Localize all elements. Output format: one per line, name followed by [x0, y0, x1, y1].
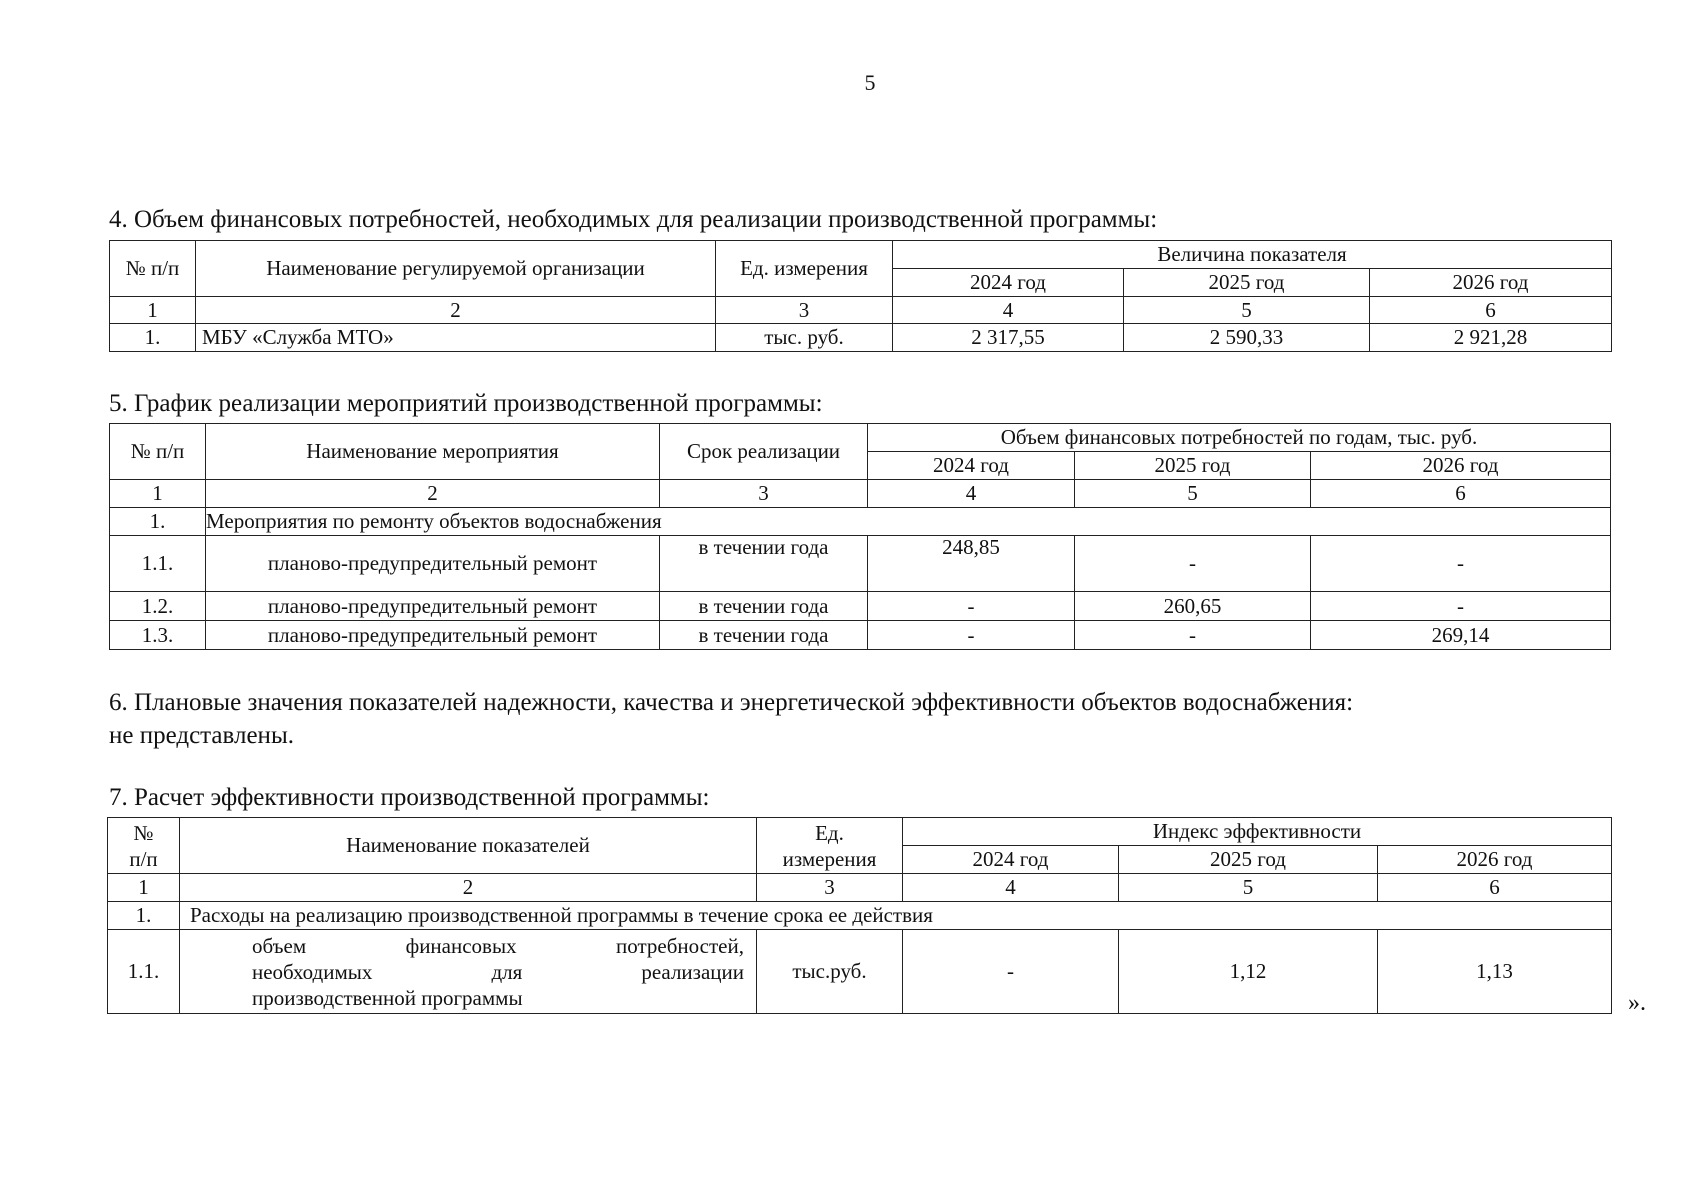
index-cell: 2	[196, 297, 716, 324]
header-num: № п/п	[110, 424, 206, 480]
group-name: Мероприятия по ремонту объектов водоснабжения	[206, 508, 1611, 536]
financial-needs-table	[109, 240, 1612, 352]
table-row	[110, 621, 1611, 650]
schedule-table	[109, 423, 1611, 650]
header-num: № п/п	[110, 241, 196, 297]
section-4-title: 4. Объем финансовых потребностей, необходимых для реализации производственной программы:	[109, 206, 1158, 233]
header-volume: Объем финансовых потребностей по годам, тыс. руб.	[868, 424, 1611, 452]
index-cell: 4	[903, 874, 1119, 902]
row-num: 1.	[110, 324, 196, 352]
group-num: 1.	[108, 902, 180, 930]
indicator-name-line-3: производственной программы	[252, 985, 523, 1010]
index-cell: 3	[757, 874, 903, 902]
row-2026: 1,13	[1378, 930, 1612, 1014]
row-2024: -	[868, 621, 1075, 650]
header-2025: 2025 год	[1124, 269, 1370, 297]
index-cell: 6	[1378, 874, 1612, 902]
group-name: Расходы на реализацию производственной программы в течение срока ее действия	[180, 902, 1612, 930]
index-cell: 4	[868, 480, 1075, 508]
index-cell: 6	[1370, 297, 1612, 324]
header-2025: 2025 год	[1119, 846, 1378, 874]
header-value: Величина показателя	[893, 241, 1612, 269]
row-2025: 1,12	[1119, 930, 1378, 1014]
row-2026: 269,14	[1311, 621, 1611, 650]
section-5-title: 5. График реализации мероприятий производственной программы:	[109, 390, 823, 417]
header-num-line-1: №	[133, 820, 154, 845]
row-event-name: планово-предупредительный ремонт	[206, 592, 660, 621]
row-organization: МБУ «Служба МТО»	[196, 324, 716, 352]
header-2026: 2026 год	[1378, 846, 1612, 874]
header-2025: 2025 год	[1075, 452, 1311, 480]
row-event-name: планово-предупредительный ремонт	[206, 536, 660, 592]
table-row	[108, 930, 1612, 1014]
row-indicator-name	[180, 930, 757, 1014]
index-cell: 1	[110, 297, 196, 324]
row-term: в течении года	[660, 621, 868, 650]
header-unit-line-1: Ед.	[815, 820, 844, 845]
header-organization: Наименование регулируемой организации	[196, 241, 716, 297]
index-cell: 3	[716, 297, 893, 324]
index-cell: 5	[1124, 297, 1370, 324]
section-6-line-2: не представлены.	[109, 722, 294, 749]
row-term: в течении года	[660, 592, 868, 621]
group-row	[110, 508, 1611, 536]
index-cell: 3	[660, 480, 868, 508]
row-2025: 2 590,33	[1124, 324, 1370, 352]
row-unit: тыс.руб.	[757, 930, 903, 1014]
row-2026: -	[1311, 536, 1611, 592]
index-cell: 5	[1119, 874, 1378, 902]
row-num: 1.2.	[110, 592, 206, 621]
header-2026: 2026 год	[1311, 452, 1611, 480]
header-num-line-2: п/п	[129, 846, 158, 871]
row-2026: 2 921,28	[1370, 324, 1612, 352]
row-2024: -	[903, 930, 1119, 1014]
indicator-name-line-1: объем финансовых потребностей,	[252, 933, 744, 958]
row-event-name: планово-предупредительный ремонт	[206, 621, 660, 650]
header-event-name: Наименование мероприятия	[206, 424, 660, 480]
index-cell: 5	[1075, 480, 1311, 508]
row-2024: 2 317,55	[893, 324, 1124, 352]
row-2025: -	[1075, 536, 1311, 592]
group-num: 1.	[110, 508, 206, 536]
header-unit: Ед. измерения	[716, 241, 893, 297]
header-2026: 2026 год	[1370, 269, 1612, 297]
section-7-title: 7. Расчет эффективности производственной программы:	[109, 784, 710, 811]
header-2024: 2024 год	[893, 269, 1124, 297]
header-efficiency-index: Индекс эффективности	[903, 818, 1612, 846]
row-unit: тыс. руб.	[716, 324, 893, 352]
row-num: 1.3.	[110, 621, 206, 650]
index-cell: 4	[893, 297, 1124, 324]
table-row	[110, 324, 1612, 352]
row-num: 1.1.	[108, 930, 180, 1014]
indicator-name-line-2: необходимых для реализации	[252, 959, 744, 984]
header-2024: 2024 год	[868, 452, 1075, 480]
table-row	[110, 536, 1611, 592]
table-row	[110, 592, 1611, 621]
closing-quote-mark: ».	[1628, 990, 1646, 1016]
header-2024: 2024 год	[903, 846, 1119, 874]
header-indicator-name: Наименование показателей	[180, 818, 757, 874]
page-number: 5	[864, 70, 876, 95]
row-2025: -	[1075, 621, 1311, 650]
header-term: Срок реализации	[660, 424, 868, 480]
row-term: в течении года	[660, 536, 868, 592]
section-6-line-1: 6. Плановые значения показателей надежности, качества и энергетической эффективности объектов водоснабжения:	[109, 689, 1354, 716]
efficiency-table	[107, 817, 1612, 1014]
index-cell: 1	[110, 480, 206, 508]
row-2025: 260,65	[1075, 592, 1311, 621]
row-2024: -	[868, 592, 1075, 621]
row-2024: 248,85	[868, 536, 1075, 592]
index-cell: 2	[206, 480, 660, 508]
row-num: 1.1.	[110, 536, 206, 592]
row-2026: -	[1311, 592, 1611, 621]
index-cell: 2	[180, 874, 757, 902]
header-unit	[757, 818, 903, 874]
index-cell: 6	[1311, 480, 1611, 508]
header-unit-line-2: измерения	[782, 846, 877, 871]
group-row	[108, 902, 1612, 930]
index-cell: 1	[108, 874, 180, 902]
header-num	[108, 818, 180, 874]
